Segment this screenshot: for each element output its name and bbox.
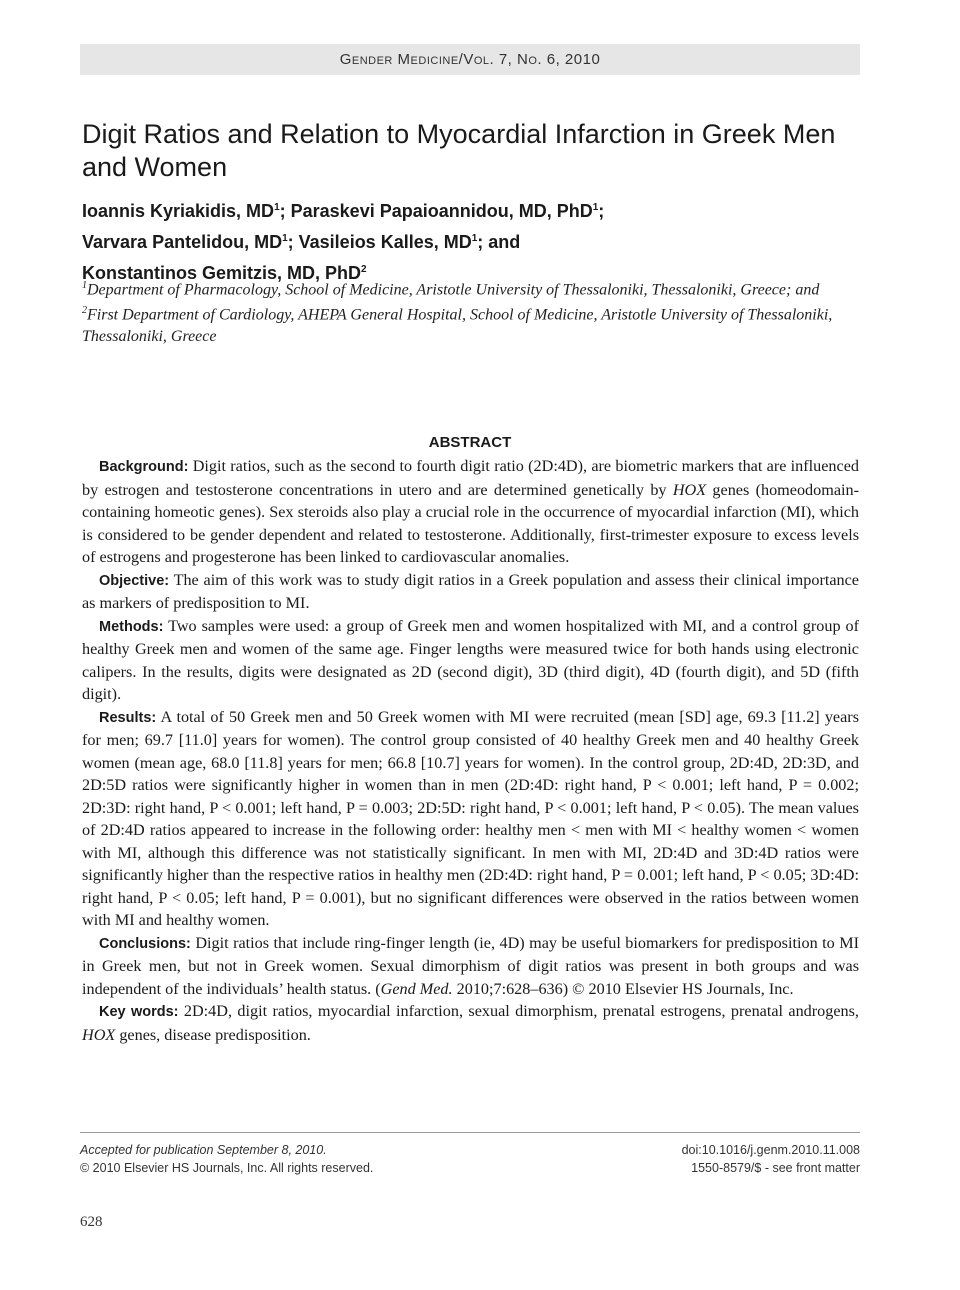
copyright-line: © 2010 Elsevier HS Journals, Inc. All rights reserved. bbox=[80, 1161, 374, 1175]
journal-abbrev: Gend Med. bbox=[380, 979, 453, 998]
abstract-keywords bbox=[82, 1000, 859, 1046]
abstract-body bbox=[82, 455, 859, 1046]
section-text: Two samples were used: a group of Greek men and women hospitalized with MI, and a control group of healthy Greek men and women of the same age. Finger lengths were measured twice for both hands using electronic calipers. In the results, digits were designated as 2D (second digit), 3D (third digit), 4D (fourth digit), and 5D (fifth digit). bbox=[82, 616, 859, 703]
doi-link[interactable]: doi:10.1016/j.genm.2010.11.008 bbox=[681, 1143, 860, 1157]
author-name: Ioannis Kyriakidis, MD bbox=[82, 201, 275, 221]
section-label: Results: bbox=[99, 709, 157, 726]
abstract-methods bbox=[82, 615, 859, 706]
section-label: Objective: bbox=[99, 572, 170, 589]
author-affiliation-mark: 1 bbox=[282, 233, 288, 244]
section-text: 2D:4D, digit ratios, myocardial infarction, sexual dimorphism, prenatal estrogens, prenatal androgens, bbox=[178, 1002, 859, 1020]
footer-right bbox=[500, 1141, 860, 1177]
author-list bbox=[82, 194, 842, 287]
gene-name: HOX bbox=[672, 480, 707, 499]
affiliation-2: First Department of Cardiology, AHEPA General Hospital, School of Medicine, Aristotle University of Thessaloniki, Thessaloniki, Greece bbox=[82, 306, 833, 345]
affiliation-1: Department of Pharmacology, School of Medicine, Aristotle University of Thessaloniki, Thessaloniki, Greece; and bbox=[87, 281, 820, 299]
section-text: genes (homeodomain-containing homeotic genes). Sex steroids also play a crucial role in the occurrence of myocardial infarction (MI), which is considered to be gender dependent and related to testosterone. Additionally, first-trimester exposure to excess levels of estrogens and progesterone has been linked to cardiovascular anomalies. bbox=[82, 480, 859, 566]
abstract-heading: ABSTRACT bbox=[428, 434, 512, 451]
issn-line: 1550-8579/$ - see front matter bbox=[691, 1161, 860, 1175]
section-label: Conclusions: bbox=[99, 935, 191, 952]
section-text: The aim of this work was to study digit ratios in a Greek population and assess their clinical importance as markers of predisposition to MI. bbox=[82, 570, 859, 612]
gene-name: HOX bbox=[82, 1025, 116, 1044]
footer-left bbox=[80, 1141, 500, 1177]
author-name: Konstantinos Gemitzis, MD, PhD bbox=[82, 263, 362, 283]
author-separator: ; bbox=[279, 201, 291, 221]
footer-divider bbox=[80, 1132, 860, 1133]
affiliation-mark: 2 bbox=[82, 305, 87, 317]
author-affiliation-mark: 2 bbox=[361, 264, 367, 275]
author-line bbox=[82, 194, 842, 225]
abstract-objective bbox=[82, 569, 859, 615]
accepted-date: Accepted for publication September 8, 2010. bbox=[80, 1143, 327, 1157]
section-text: 2010;7:628–636) © 2010 Elsevier HS Journals, Inc. bbox=[452, 979, 794, 998]
section-text: Digit ratios, such as the second to fourth digit ratio (2D:4D), are biometric markers that are influenced by estrogen and testosterone concentrations in utero and are determined genetically by bbox=[82, 457, 859, 499]
page-number: 628 bbox=[80, 1214, 103, 1230]
article-title: Digit Ratios and Relation to Myocardial Infarction in Greek Men and Women bbox=[82, 119, 836, 182]
author-line bbox=[82, 225, 842, 256]
author-separator: ; bbox=[598, 201, 605, 221]
author-name: Varvara Pantelidou, MD bbox=[82, 232, 283, 252]
author-affiliation-mark: 1 bbox=[592, 202, 599, 213]
affiliations bbox=[82, 275, 842, 347]
section-label: Methods: bbox=[99, 618, 164, 635]
section-text: genes, disease predisposition. bbox=[115, 1025, 311, 1044]
author-name: Vasileios Kalles, MD bbox=[298, 232, 472, 252]
author-affiliation-mark: 1 bbox=[471, 233, 478, 244]
section-text: Digit ratios that include ring-finger length (ie, 4D) may be useful biomarkers for predisposition to MI in Greek men, but not in Greek women. Sexual dimorphism of digit ratios was present in both groups and was independent of the individuals’ health status. ( bbox=[82, 933, 859, 998]
author-separator: ; bbox=[287, 232, 299, 252]
abstract-conclusions bbox=[82, 932, 859, 1001]
section-label: Key words: bbox=[99, 1004, 179, 1020]
abstract-results bbox=[82, 706, 859, 932]
author-separator: ; and bbox=[477, 232, 521, 252]
abstract-background bbox=[82, 455, 859, 569]
section-text: A total of 50 Greek men and 50 Greek women with MI were recruited (mean [SD] age, 69.3 [11.2] years for men; 69.7 [11.0] years for women). The control group consisted of 40 healthy Greek men and 40 healthy Greek women (mean age, 68.0 [11.8] years for men; 66.8 [10.7] years for women). In the control group, 2D:4D, 2D:3D, and 2D:5D ratios were significantly higher in women than in men (2D:4D: right hand, P < 0.001; left hand, P = 0.002; 2D:3D: right hand, P < 0.001; left hand, P = 0.003; 2D:5D: right hand, P < 0.001; left hand, P < 0.05). The mean values of 2D:4D ratios appeared to increase in the following order: healthy men < men with MI < healthy women < women with MI, although this difference was not statistically significant. In men with MI, 2D:4D and 3D:4D ratios were significantly higher than the respective ratios in healthy men (2D:4D: right hand, P = 0.001; left hand, P < 0.05; 3D:4D: right hand, P < 0.05; left hand, P = 0.001), but no significant differences were observed in the ratios between women with MI and healthy women. bbox=[82, 707, 859, 929]
author-name: Paraskevi Papaioannidou, MD, PhD bbox=[290, 201, 593, 221]
author-affiliation-mark: 1 bbox=[274, 202, 280, 213]
running-head: Gender Medicine/Vol. 7, No. 6, 2010 bbox=[80, 44, 860, 75]
section-label: Background: bbox=[99, 459, 189, 475]
affiliation-mark: 1 bbox=[82, 280, 87, 291]
